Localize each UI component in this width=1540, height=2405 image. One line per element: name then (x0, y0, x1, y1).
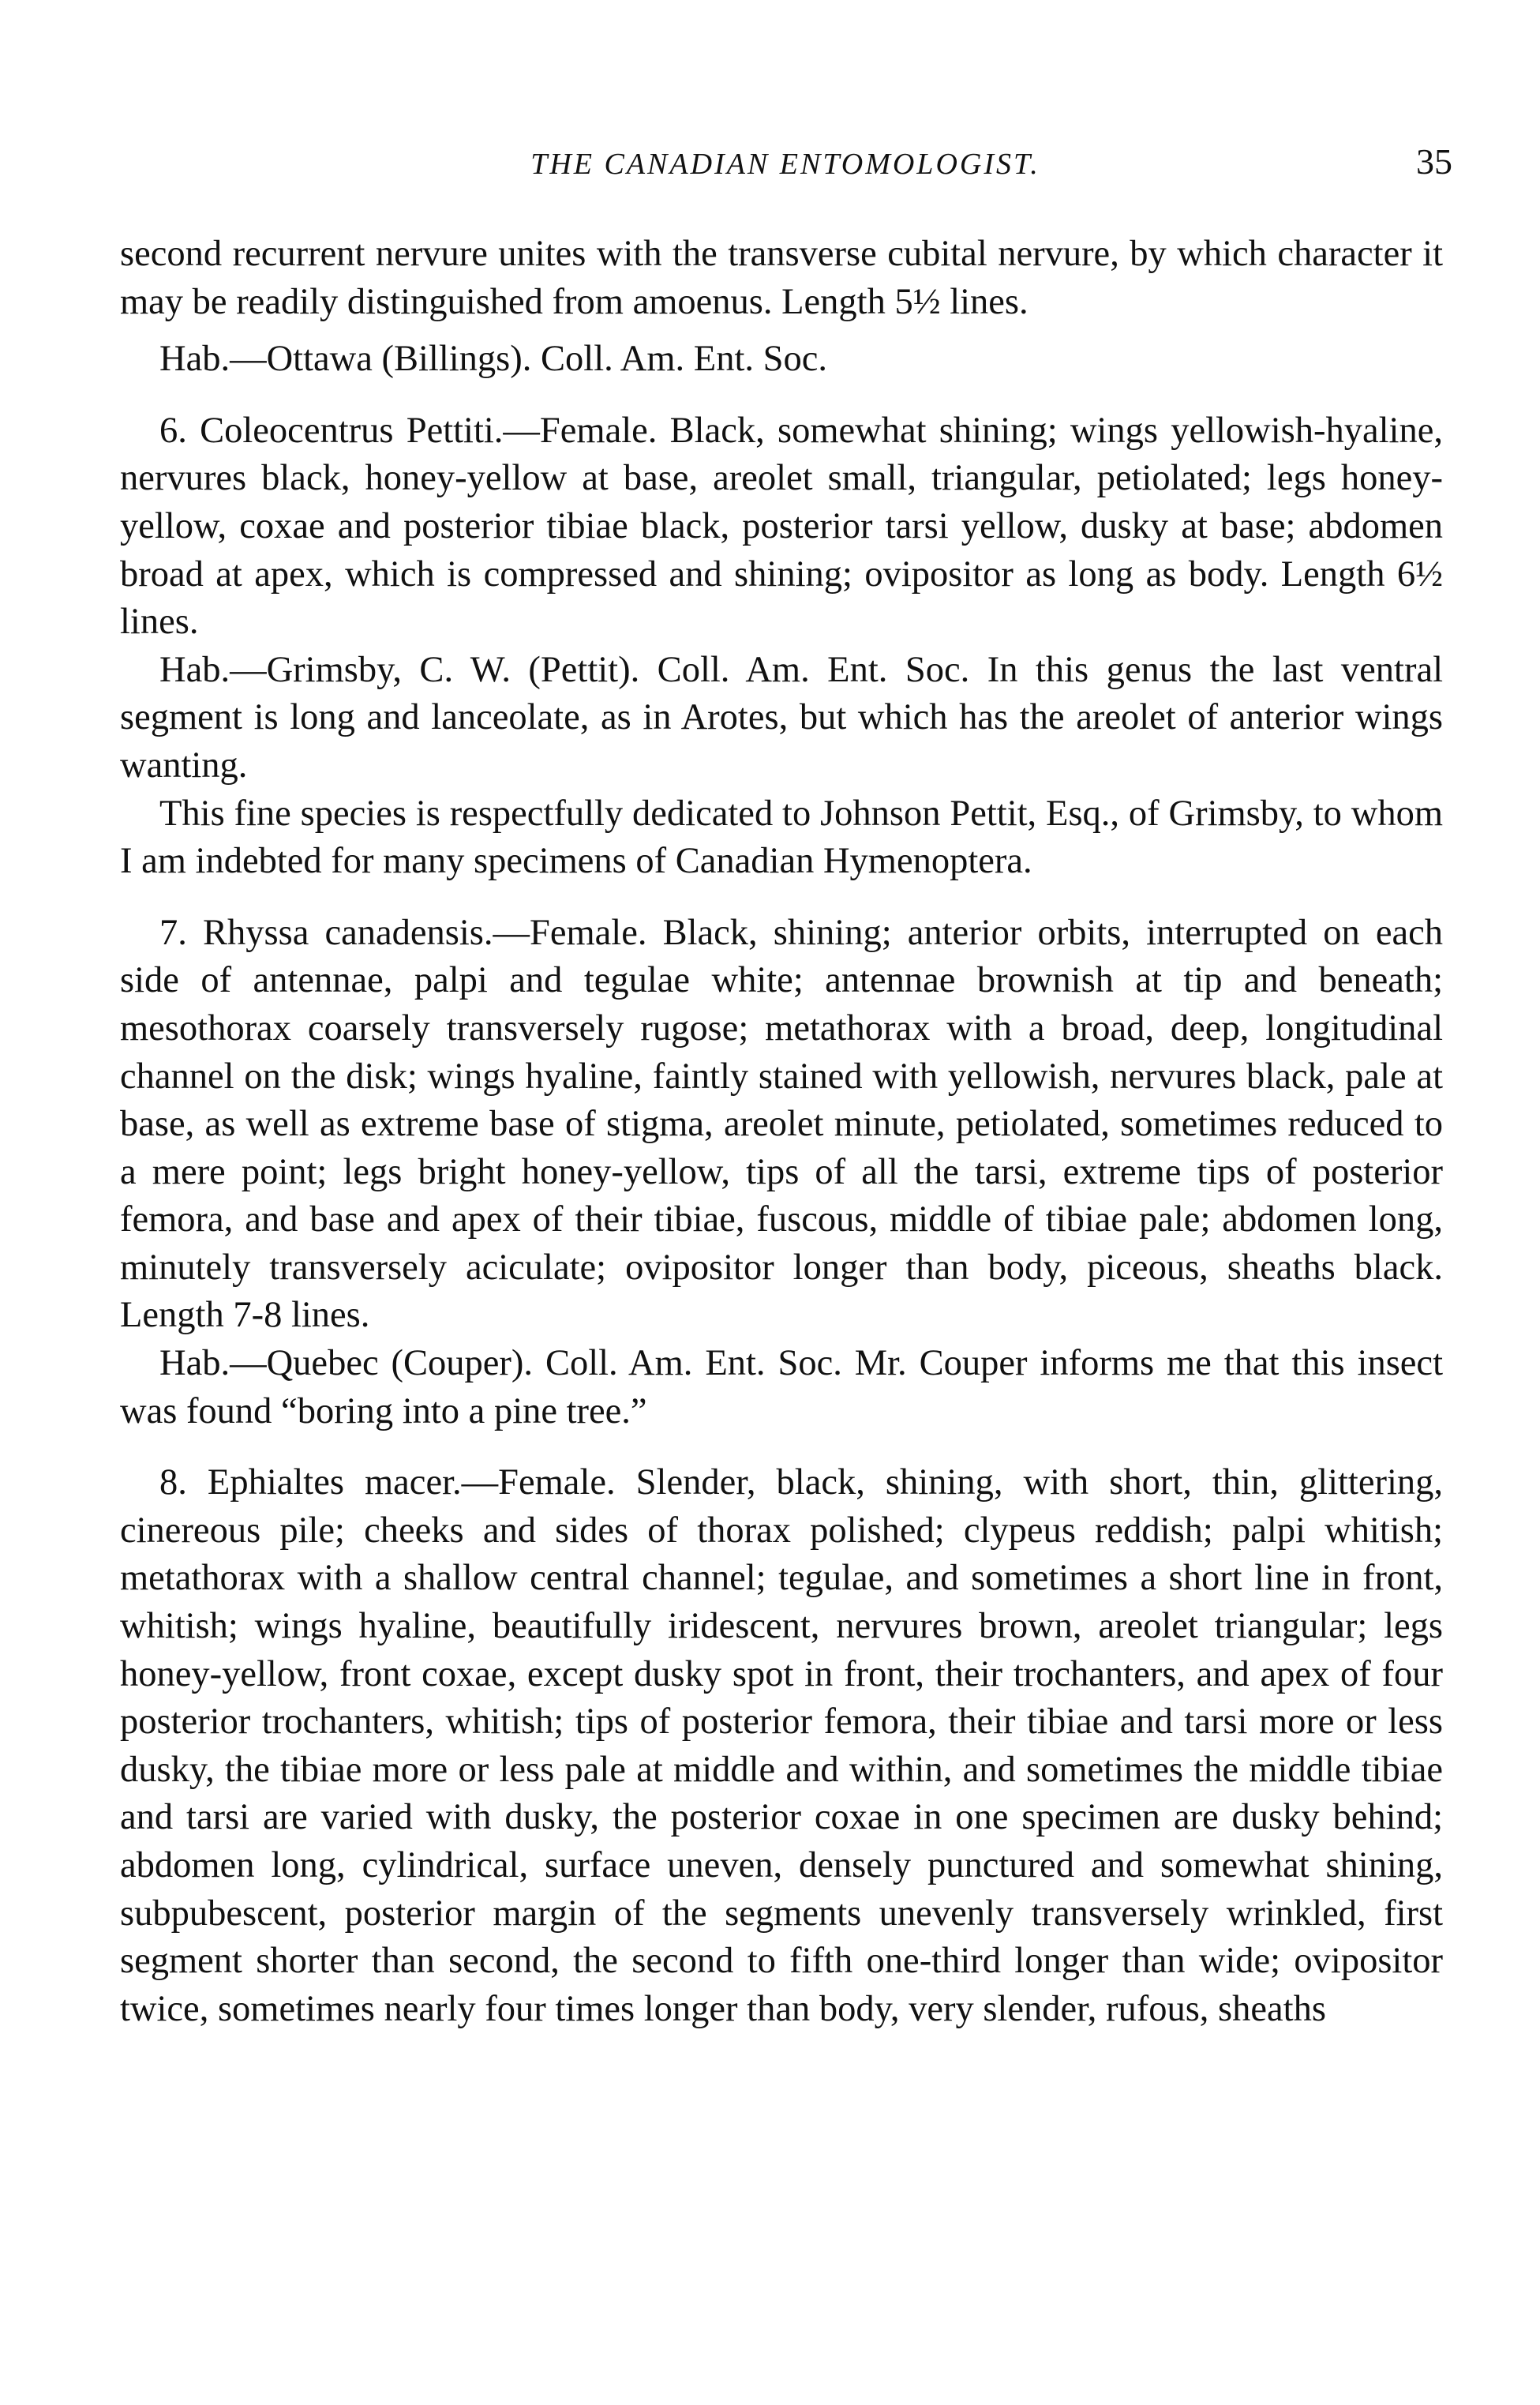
paragraph: Hab.—Quebec (Couper). Coll. Am. Ent. Soc. Mr. Couper informs me that this insect was found “boring into a pine tree.” (120, 1343, 1443, 1431)
page-number: 35 (1416, 141, 1452, 182)
paragraph: 7. Rhyssa canadensis.—Female. Black, shining; anterior orbits, interrupted on each side of antennae, palpi and tegulae white; antennae brownish at tip and beneath; mesothorax coarsely transversely rugose; metathorax with a broad, deep, longitudinal channel on the disk; wings hyaline, faintly stained with yellowish, nervures black, pale at base, as well as extreme base of stigma, areolet minute, petiolated, sometimes reduced to a mere point; legs bright honey-yellow, tips of all the tarsi, extreme tips of posterior femora, and base and apex of their tibiae, fuscous, middle of tibiae pale; abdomen long, minutely transversely aciculate; ovipositor longer than body, piceous, sheaths black. Length 7-8 lines. (120, 912, 1443, 1336)
paragraph: Hab.—Grimsby, C. W. (Pettit). Coll. Am. Ent. Soc. In this genus the last ventral segment is long and lanceolate, as in Arotes, but which has the areolet of anterior wings wanting. (120, 649, 1443, 786)
paragraph: 6. Coleocentrus Pettiti.—Female. Black, somewhat shining; wings yellowish-hyaline, nervures black, honey-yellow at base, areolet small, triangular, petiolated; legs honey-yellow, coxae and posterior tibiae black, posterior tarsi yellow, dusky at base; abdomen broad at apex, which is compressed and shining; ovipositor as long as body. Length 6½ lines. (120, 410, 1443, 643)
running-title: THE CANADIAN ENTOMOLOGIST. (530, 148, 1040, 181)
paragraph: This fine species is respectfully dedicated to Johnson Pettit, Esq., of Grimsby, to whom I am indebted for many specimens of Canadian Hymenoptera. (120, 793, 1443, 882)
page-header (118, 141, 1452, 196)
paragraph: second recurrent nervure unites with the transverse cubital nervure, by which character it may be readily distinguished from amoenus. Length 5½ lines. (120, 234, 1443, 322)
paragraph: 8. Ephialtes macer.—Female. Slender, black, shining, with short, thin, glittering, cinereous pile; cheeks and sides of thorax polished; clypeus reddish; palpi whitish; metathorax with a shallow central channel; tegulae, and sometimes a short line in front, whitish; wings hyaline, beautifully iridescent, nervures brown, areolet triangular; legs honey-yellow, front coxae, except dusky spot in front, their trochanters, and apex of four posterior trochanters, whitish; tips of posterior femora, their tibiae and tarsi more or less dusky, the tibiae more or less pale at middle and within, and sometimes the middle tibiae and tarsi are varied with dusky, the posterior coxae in one specimen are dusky behind; abdomen long, cylindrical, surface uneven, densely punctured and somewhat shining, subpubescent, posterior margin of the segments unevenly transversely wrinkled, first segment shorter than second, the second to fifth one-third longer than wide; ovipositor twice, sometimes nearly four times longer than body, very slender, rufous, sheaths (120, 1462, 1443, 2029)
paragraph: Hab.—Ottawa (Billings). Coll. Am. Ent. Soc. (159, 339, 827, 380)
page-body (120, 231, 1443, 2033)
